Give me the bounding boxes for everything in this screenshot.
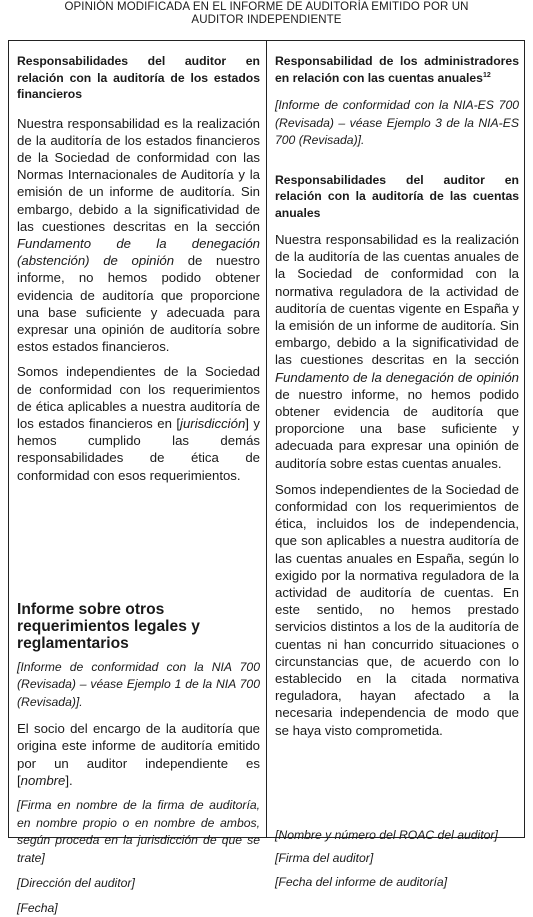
right-paragraph-1: Nuestra responsabilidad es la realización de la auditoría de las cuentas anuales de la Sociedad de conformidad con la normativa reguladora de la actividad de auditoría de cuentas vigente en España y la emisión de un informe de auditoría. Sin embargo, debido a la significatividad de las cuestiones descritas en la sección Fundamento de la denegación de opinión de nuestro informe, no hemos podido obtener evidencia de auditoría que proporcione una base suficiente y adecuada para expresar una opinión de auditoría sobre estas cuentas anuales. (275, 232, 519, 471)
left-address-note: [Dirección del auditor] (17, 876, 135, 891)
comparison-table (8, 40, 525, 915)
header-line-2: AUDITOR INDEPENDIENTE (191, 14, 342, 26)
right-column (267, 41, 525, 891)
right-heading-1: Responsabilidad de los administradores en relación con las cuentas anuales$^{12}$ (275, 54, 519, 85)
left-paragraph-1: Nuestra responsabilidad es la realización de la auditoría de los estados financieros de la Sociedad de conformidad con las Normas Internacionales de Auditoría y la emisión de un informe de auditoría. Sin embargo, debido a la significatividad de las cuestiones descritas en la sección Fundamento de la denegación (abstención) de opinión de nuestro informe, no hemos podido obtener evidencia de auditoría que proporcione una base suficiente y adecuada para expresar una opinión de auditoría sobre estos estados financieros. (17, 115, 260, 355)
page-header (0, 1, 533, 27)
right-roac-note: [Nombre y número del ROAC del auditor] (275, 827, 498, 842)
right-italic-note-1: [Informe de conformidad con la NIA-ES 700 (Revisada) – véase Ejemplo 3 de la NIA-ES 700 (Revisada)]. (275, 98, 519, 147)
header-line-1: OPINIÓN MODIFICADA EN EL INFORME DE AUDITORÍA EMITIDO POR UN (64, 1, 469, 13)
right-signature-note: [Firma del auditor] (275, 851, 374, 866)
left-signature-note: [Firma en nombre de la firma de auditoría, en nombre propio o en nombre de ambos, según proceda en la jurisdicción de que se trate] (17, 798, 260, 865)
left-column (9, 41, 266, 917)
left-paragraph-2: Somos independientes de la Sociedad de conformidad con los requerimientos de ética aplicables a nuestra auditoría de los estados financieros en [jurisdicción] y hemos cumplido las demás responsabilidades de ética de conformidad con esos requerimientos. (17, 364, 261, 483)
right-heading-2: Responsabilidades del auditor en relación con la auditoría de las cuentas anuales (275, 172, 519, 220)
section-title: Informe sobre otros requerimientos legales y reglamentarios (17, 600, 200, 652)
left-date-note: [Fecha] (17, 900, 58, 915)
left-paragraph-3: El socio del encargo de la auditoría que origina este informe de auditoría emitido por un auditor independiente es [nombre]. (17, 721, 260, 788)
left-heading: Responsabilidades del auditor en relación con la auditoría de los estados financieros (17, 54, 260, 101)
right-paragraph-2: Somos independientes de la Sociedad de conformidad con los requerimientos de ética, incluidos los de independencia, que son aplicables a nuestra auditoría de las cuentas anuales en España, según lo exigido por la normativa reguladora de la actividad de auditoría de cuentas. En este sentido, no hemos prestado servicios distintos a los de la auditoría de cuentas ni han concurrido situaciones o circunstancias que, de acuerdo con lo establecido en la citada normativa reguladora, hayan afectado a la necesaria independencia de modo que se haya visto comprometida. (275, 481, 519, 738)
right-date-note: [Fecha del informe de auditoría] (275, 874, 448, 889)
footnote-marker: 12 (482, 71, 491, 79)
left-italic-note-1: [Informe de conformidad con la NIA 700 (Revisada) – véase Ejemplo 1 de la NIA 700 (Revisada)]. (17, 659, 260, 709)
